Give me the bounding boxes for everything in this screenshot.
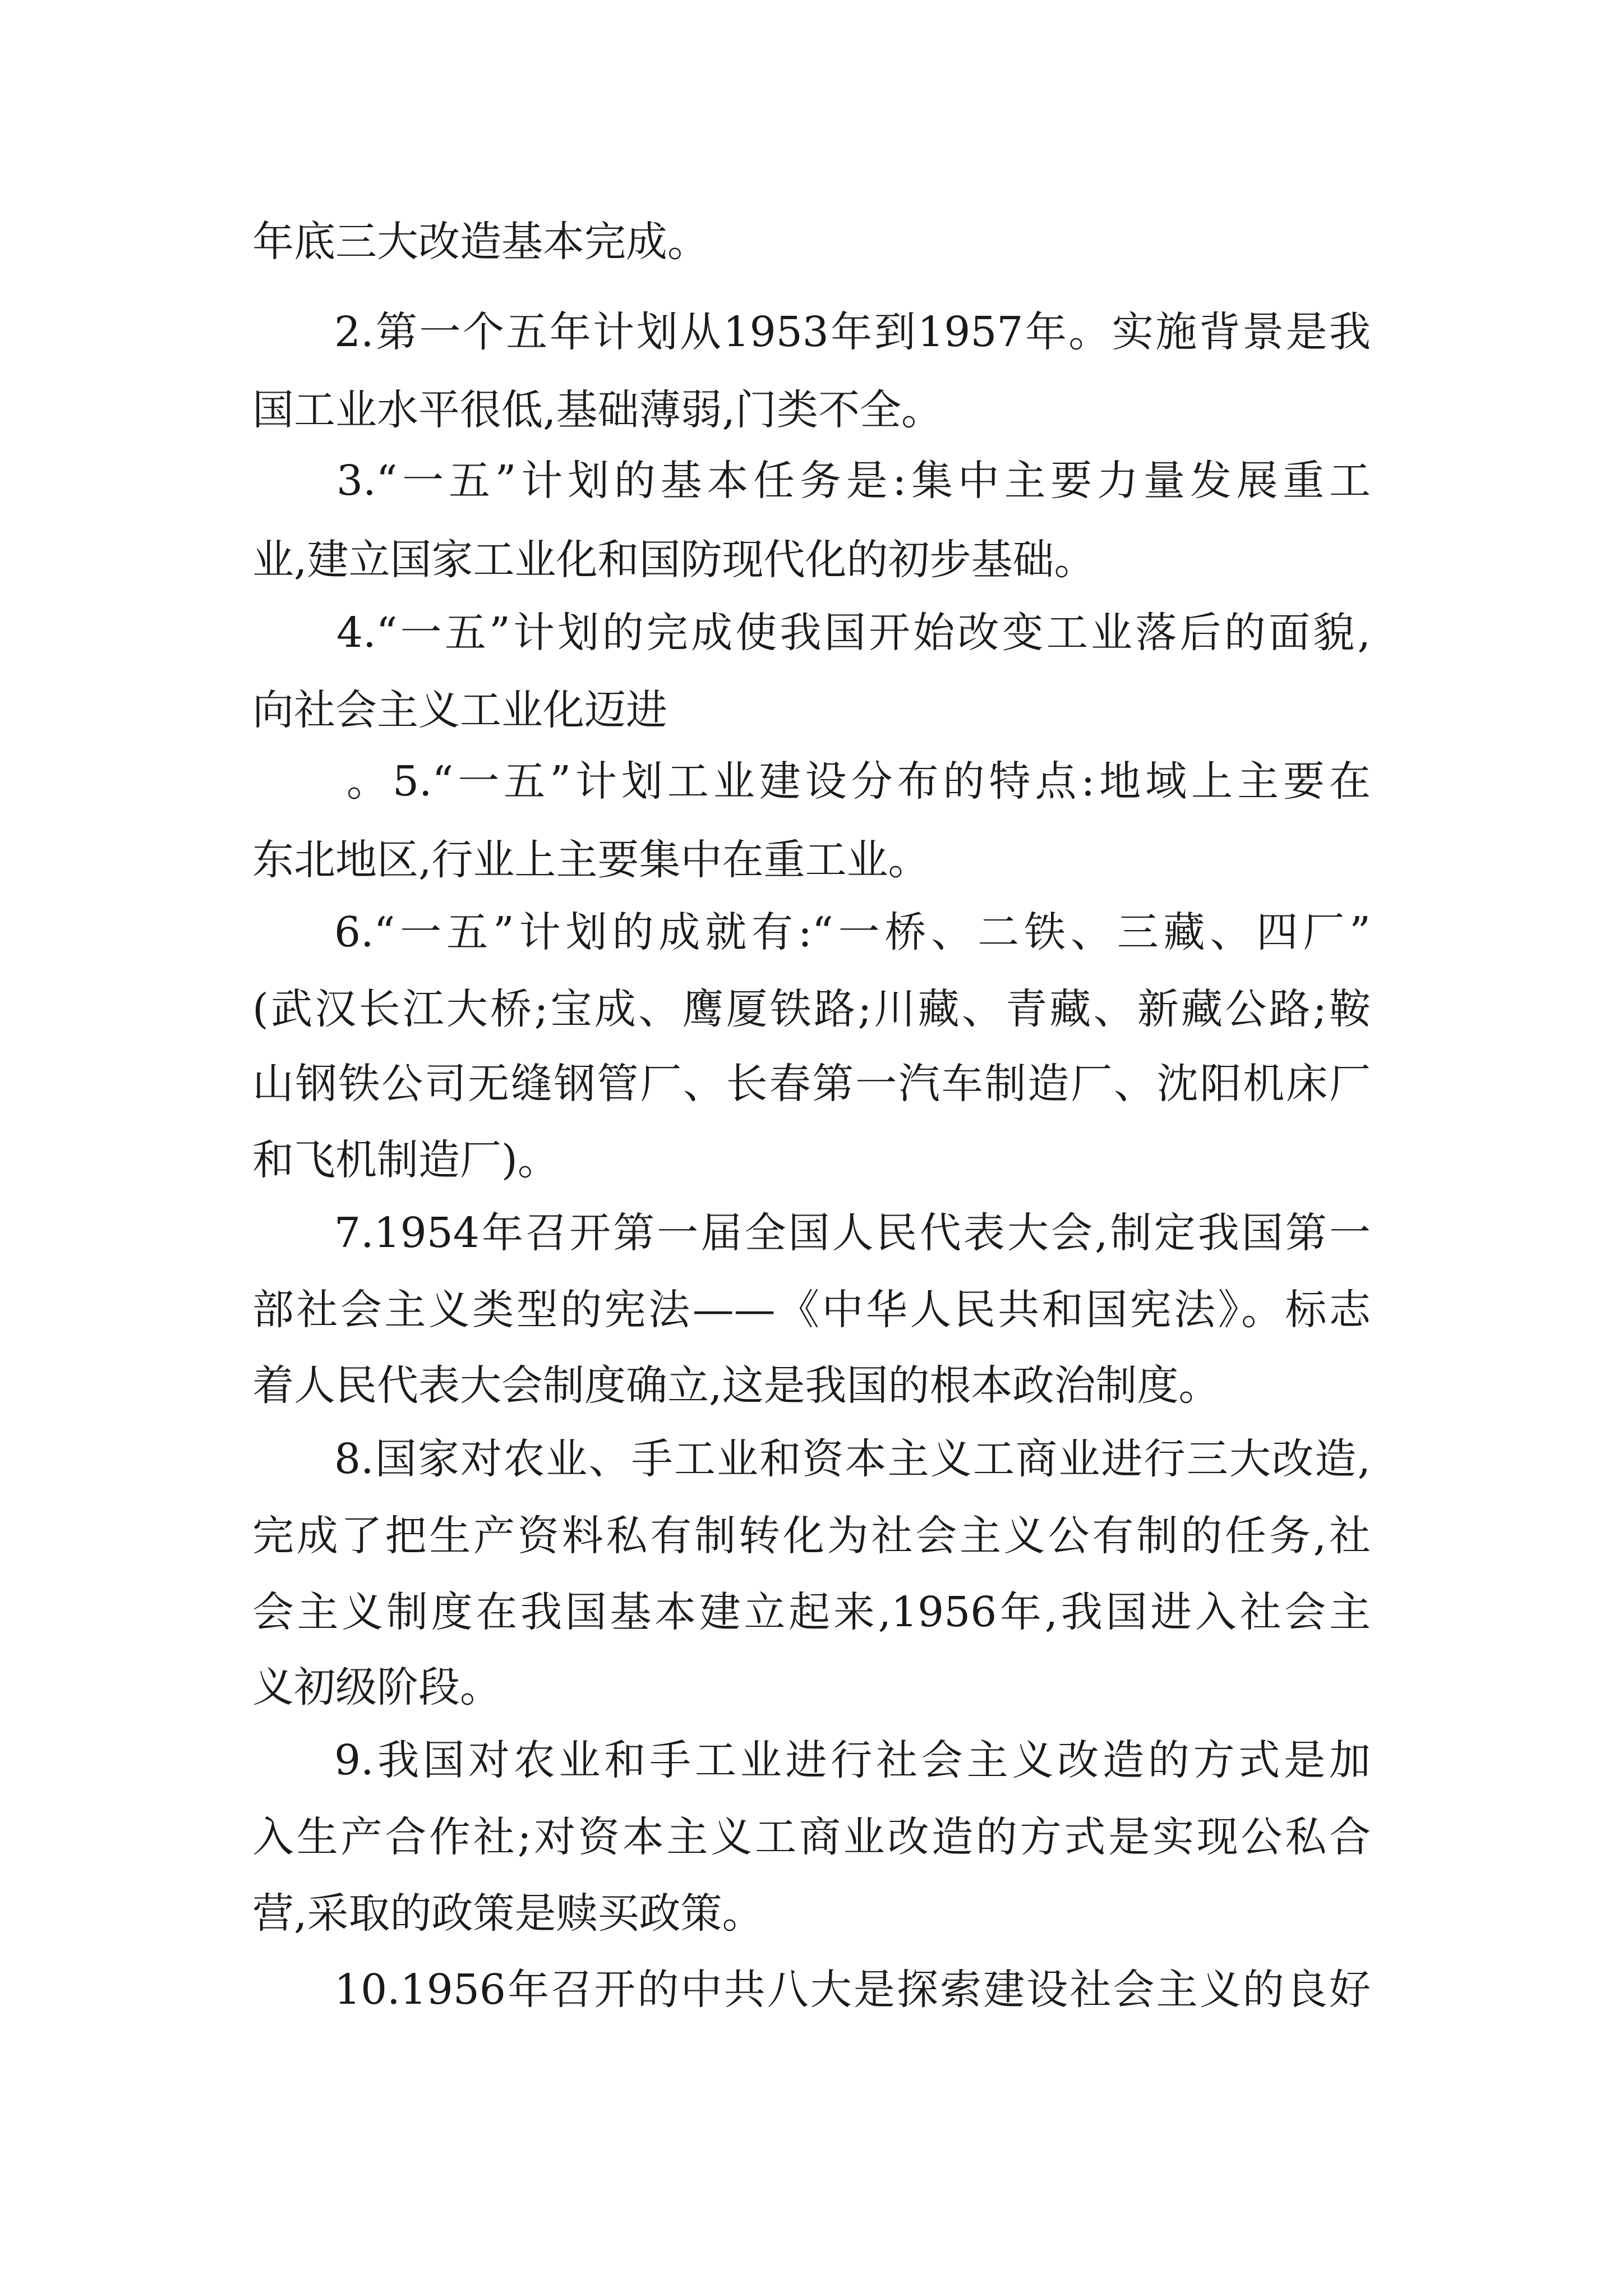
text-line: 山钢铁公司无缝钢管厂、长春第一汽车制造厂、沈阳机床厂: [252, 1060, 1371, 1108]
text-line: 入生产合作社;对资本主义工商业改造的方式是实现公私合: [252, 1813, 1371, 1861]
text-line: 完成了把生产资料私有制转化为社会主义公有制的任务,社: [252, 1512, 1371, 1560]
text-line: 和飞机制造厂)。: [252, 1136, 559, 1184]
text-line: 7.1954年召开第一届全国人民代表大会,制定我国第一: [334, 1209, 1371, 1257]
text-line: 。5.“一五”计划工业建设分布的特点:地域上主要在: [347, 757, 1371, 806]
text-line: 义初级阶段。: [252, 1663, 501, 1711]
text-line: 会主义制度在我国基本建立起来,1956年,我国进入社会主: [252, 1588, 1371, 1636]
text-line: 向社会主义工业化迈进: [252, 686, 667, 734]
text-line: 10.1956年召开的中共八大是探索建设社会主义的良好: [334, 1966, 1371, 2014]
text-line: 部社会主义类型的宪法——《中华人民共和国宪法》。标志: [252, 1286, 1371, 1334]
text-line: 3.“一五”计划的基本任务是:集中主要力量发展重工: [336, 457, 1371, 505]
text-line: 着人民代表大会制度确立,这是我国的根本政治制度。: [252, 1361, 1220, 1410]
text-line: 年底三大改造基本完成。: [252, 218, 709, 266]
text-line: 东北地区,行业上主要集中在重工业。: [252, 836, 930, 884]
text-line: 6.“一五”计划的成就有:“一桥、二铁、三藏、四厂”: [334, 908, 1371, 956]
text-line: (武汉长江大桥;宝成、鹰厦铁路;川藏、青藏、新藏公路;鞍: [252, 985, 1371, 1033]
text-line: 营,采取的政策是赎买政策。: [252, 1889, 764, 1938]
text-line: 4.“一五”计划的完成使我国开始改变工业落后的面貌,: [336, 609, 1371, 657]
text-line: 国工业水平很低,基础薄弱,门类不全。: [252, 386, 943, 434]
text-line: 8.国家对农业、手工业和资本主义工商业进行三大改造,: [334, 1435, 1371, 1483]
text-line: 业,建立国家工业化和国防现代化的初步基础。: [252, 536, 1096, 584]
text-line: 2.第一个五年计划从1953年到1957年。实施背景是我: [334, 308, 1371, 356]
text-line: 9.我国对农业和手工业进行社会主义改造的方式是加: [334, 1736, 1371, 1784]
